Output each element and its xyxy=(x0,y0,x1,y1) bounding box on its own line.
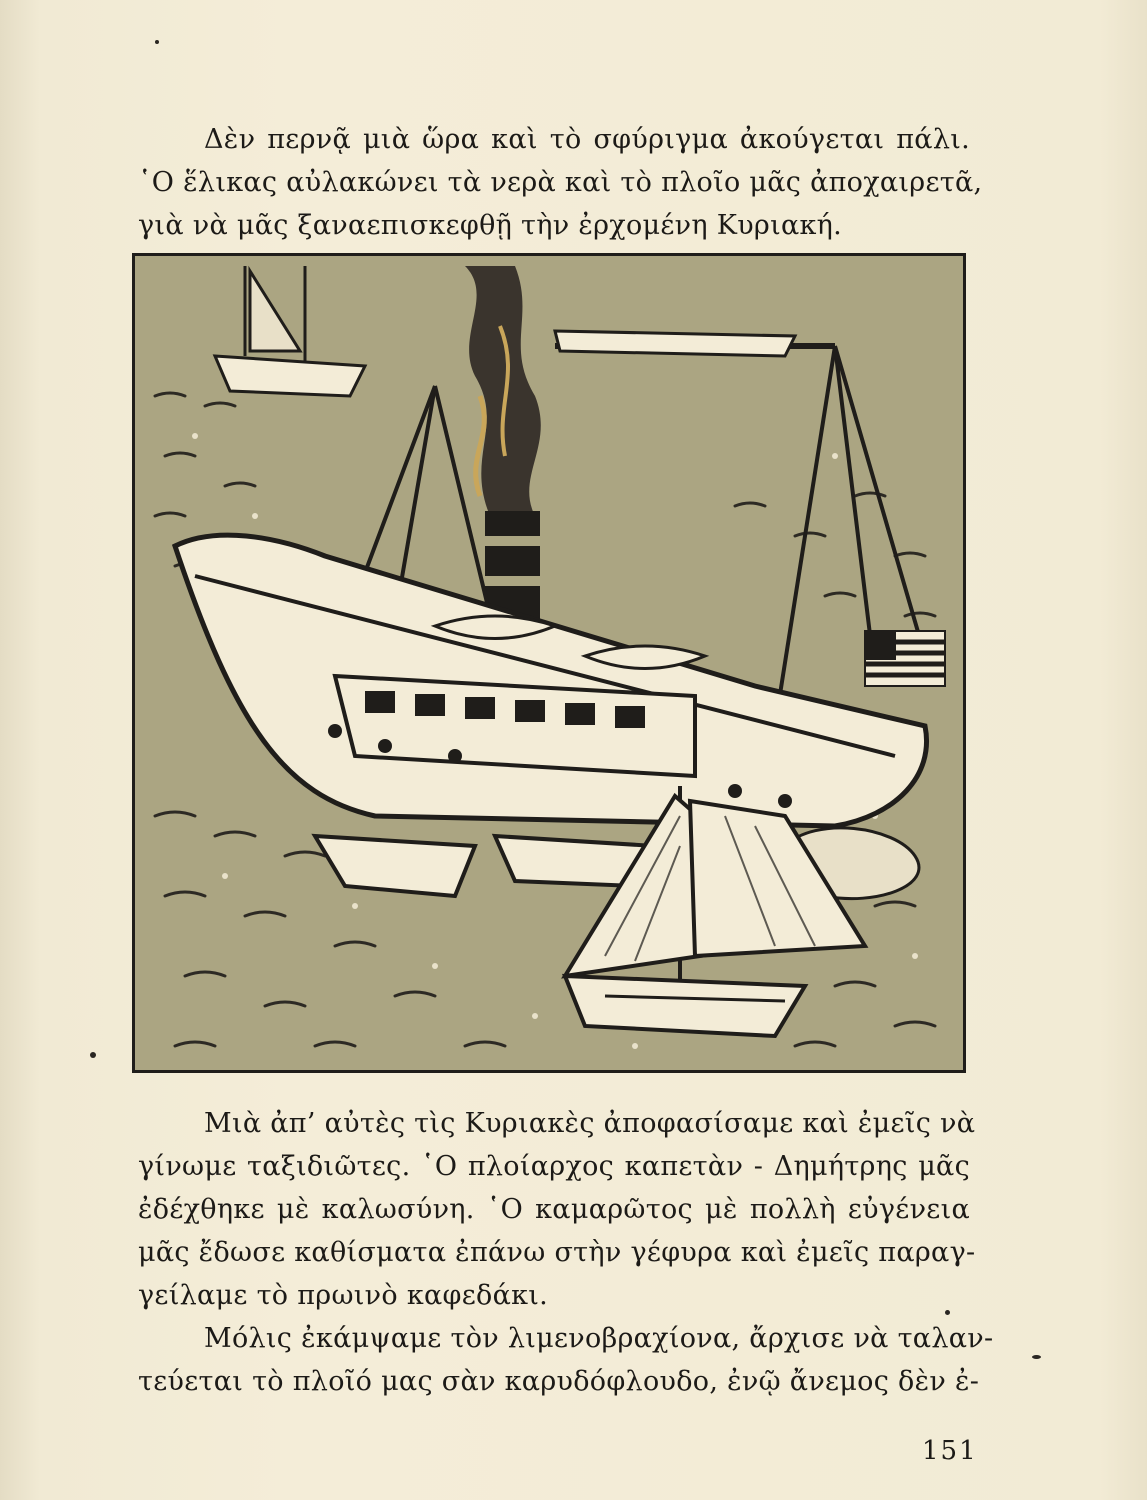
ink-speck xyxy=(155,40,159,44)
text-line: μᾶς ἔδωσε καθίσματα ἐπάνω στὴν γέφυρα καὶ ἐμεῖς παραγ- xyxy=(138,1237,976,1268)
ink-speck xyxy=(90,1052,96,1058)
text-line: γίνωμε ταξιδιῶτες. ῾Ο πλοίαρχος καπετὰν - Δημήτρης μᾶς xyxy=(138,1151,970,1182)
text-line: γείλαμε τὸ πρωινὸ καφεδάκι. xyxy=(138,1280,549,1311)
text-line: τεύεται τὸ πλοῖό μας σὰν καρυδόφλουδο, ἐνῷ ἄνεμος δὲν ἐ- xyxy=(138,1366,980,1397)
text-line: Μόλις ἐκάμψαμε τὸν λιμενοβραχίονα, ἄρχισε νὰ ταλαν- xyxy=(204,1323,994,1354)
text-line: Μιὰ ἀπ’ αὐτὲς τὶς Κυριακὲς ἀποφασίσαμε καὶ ἐμεῖς νὰ xyxy=(204,1108,976,1139)
steamship-harbor-woodcut-icon xyxy=(135,256,963,1070)
steamship-illustration xyxy=(132,253,966,1073)
text-line: ῾Ο ἕλικας αὐλακώνει τὰ νερὰ καὶ τὸ πλοῖο μᾶς ἀποχαιρετᾶ, xyxy=(138,167,983,198)
text-line: ἐδέχθηκε μὲ καλωσύνη. ῾Ο καμαρῶτος μὲ πολλὴ εὐγένεια xyxy=(138,1194,970,1225)
paragraph-3 xyxy=(138,1317,994,1403)
page-number: 151 xyxy=(922,1436,978,1466)
text-line: γιὰ νὰ μᾶς ξαναεπισκεφθῇ τὴν ἐρχομένη Κυριακή. xyxy=(138,210,843,241)
text-line: Δὲν περνᾷ μιὰ ὥρα καὶ τὸ σφύριγμα ἀκούγεται πάλι. xyxy=(204,124,970,155)
ink-speck xyxy=(945,1310,950,1315)
paragraph-1 xyxy=(138,118,983,247)
paragraph-2 xyxy=(138,1102,976,1317)
ink-speck xyxy=(1032,1355,1041,1359)
